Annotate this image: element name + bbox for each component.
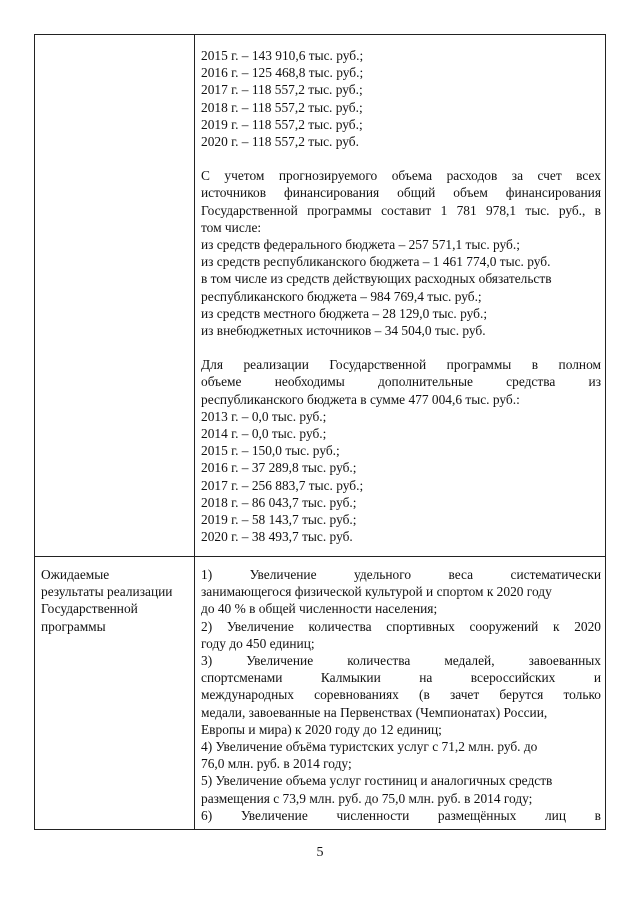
result-line: 4) Увеличение объёма туристских услуг с 71,2 млн. руб. до — [201, 739, 538, 755]
row-label-line: результаты реализации — [41, 584, 173, 600]
result-line: году до 450 единиц; — [201, 635, 315, 651]
row-label-line: программы — [41, 618, 106, 634]
row-label-line: Ожидаемые — [41, 567, 110, 582]
year-line: 2020 г. – 118 557,2 тыс. руб. — [201, 134, 359, 150]
result-line: 6) Увеличение численности размещённых лиц в — [201, 807, 601, 823]
total-funding-line: С учетом прогнозируемого объема расходов за счет всех — [201, 168, 601, 184]
row-label-line: Государственной — [41, 601, 138, 617]
total-funding-line: в том числе из средств действующих расходных обязательств — [201, 271, 552, 287]
additional-funding-line: 2020 г. – 38 493,7 тыс. руб. — [201, 529, 353, 545]
additional-funding-line: 2014 г. – 0,0 тыс. руб.; — [201, 426, 327, 442]
funding-cell — [201, 47, 601, 545]
additional-funding-line: 2018 г. – 86 043,7 тыс. руб.; — [201, 494, 357, 510]
total-funding-line: источников финансирования общий объем финансирования — [201, 185, 601, 201]
total-funding-line: из средств республиканского бюджета – 1 461 774,0 тыс. руб. — [201, 254, 551, 270]
result-line: занимающегося физической культурой и спортом к 2020 году — [201, 584, 552, 600]
result-line: 2) Увеличение количества спортивных сооружений к 2020 — [201, 618, 601, 634]
year-line: 2017 г. – 118 557,2 тыс. руб.; — [201, 82, 363, 98]
additional-funding-line: объеме необходимы дополнительные средства из — [201, 374, 601, 390]
total-funding-line: Государственной программы составит 1 781 978,1 тыс. руб., в — [201, 202, 601, 218]
year-line: 2019 г. – 118 557,2 тыс. руб.; — [201, 116, 363, 132]
result-line: Европы и мира) к 2020 году до 12 единиц; — [201, 721, 442, 737]
additional-funding-line: Для реализации Государственной программы в полном — [201, 357, 601, 373]
result-line: до 40 % в общей численности населения; — [201, 601, 438, 617]
result-line: 1) Увеличение удельного веса систематически — [201, 567, 601, 582]
row-divider — [35, 556, 605, 557]
result-line: размещения с 73,9 млн. руб. до 75,0 млн. руб. в 2014 году; — [201, 790, 533, 806]
column-divider — [194, 35, 195, 829]
document-table — [34, 34, 606, 830]
total-funding-line: из внебюджетных источников – 34 504,0 тыс. руб. — [201, 323, 486, 339]
total-funding-line: из средств местного бюджета – 28 129,0 тыс. руб.; — [201, 305, 488, 321]
page-number: 5 — [316, 845, 324, 860]
result-line: спортсменами Калмыкии на всероссийских и — [201, 670, 601, 686]
result-line: 5) Увеличение объема услуг гостиниц и аналогичных средств — [201, 773, 553, 789]
row-label-cell — [41, 566, 191, 635]
expected-results-cell — [201, 566, 601, 824]
additional-funding-line: 2013 г. – 0,0 тыс. руб.; — [201, 408, 327, 424]
total-funding-line: из средств федерального бюджета – 257 571,1 тыс. руб.; — [201, 237, 520, 253]
result-line: международных соревнованиях (в зачет берутся только — [201, 687, 601, 703]
additional-funding-line: 2015 г. – 150,0 тыс. руб.; — [201, 443, 340, 459]
total-funding-line: том числе: — [201, 219, 262, 235]
result-line: 3) Увеличение количества медалей, завоеванных — [201, 653, 601, 669]
total-funding-line: республиканского бюджета – 984 769,4 тыс. руб.; — [201, 288, 482, 304]
additional-funding-line: республиканского бюджета в сумме 477 004,6 тыс. руб.: — [201, 391, 520, 407]
year-line: 2015 г. – 143 910,6 тыс. руб.; — [201, 48, 364, 63]
year-line: 2016 г. – 125 468,8 тыс. руб.; — [201, 65, 364, 81]
year-line: 2018 г. – 118 557,2 тыс. руб.; — [201, 99, 363, 115]
result-line: 76,0 млн. руб. в 2014 году; — [201, 756, 352, 772]
additional-funding-line: 2019 г. – 58 143,7 тыс. руб.; — [201, 512, 357, 528]
additional-funding-line: 2016 г. – 37 289,8 тыс. руб.; — [201, 460, 357, 476]
additional-funding-line: 2017 г. – 256 883,7 тыс. руб.; — [201, 477, 364, 493]
result-line: медали, завоеванные на Первенствах (Чемпионатах) России, — [201, 704, 548, 720]
